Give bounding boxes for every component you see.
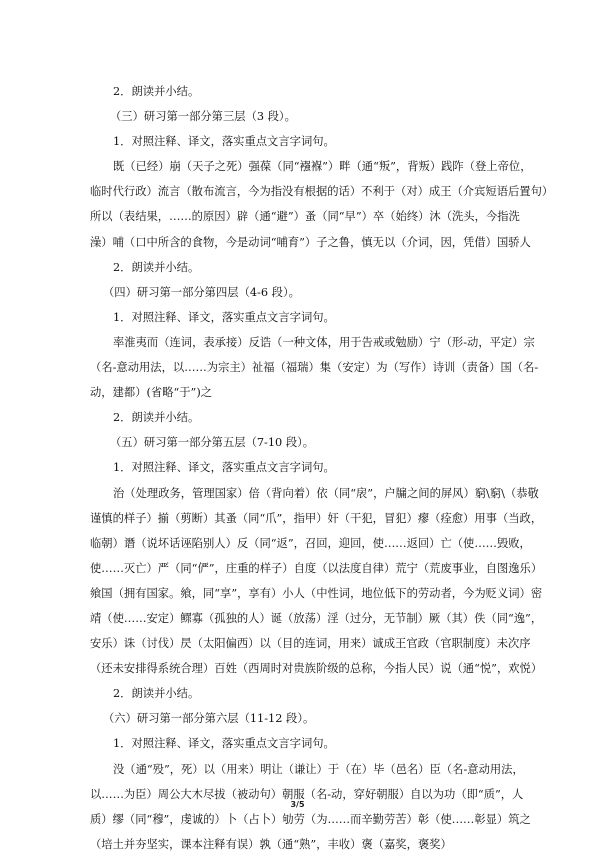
text-line: 所以（表结果，……的原因）辟（通“避”）蚤（同“早”）卒（始终）沐（洗头，今指洗 bbox=[90, 210, 520, 224]
text-line: 临时代行政）流言（散布流言，今为指没有根据的话）不利于（对）成王（介宾短语后置句） bbox=[90, 185, 554, 199]
text-line: 2．朗读并小结。 bbox=[113, 411, 200, 425]
text-line: 动，建都）(省略“于”)之 bbox=[90, 386, 213, 400]
text-line: 质）缪（同“穆”，虔诚的）卜（占卜）劬劳（为……而辛勤劳苦）彰（使……彰显）筑之 bbox=[90, 812, 531, 826]
text-line: 临朝）谮（说坏话诬陷别人）反（同“返”，召回，迎回，使……返回）亡（使……毁败， bbox=[90, 536, 531, 550]
page-number: 3/5 bbox=[290, 800, 305, 809]
text-line: 没（通“殁”，死）以（用来）明让（谦让）于（在）毕（邑名）臣（名-意动用法， bbox=[113, 762, 524, 776]
text-line: 飨国（拥有国家。飨，同“享”，享有）小人（中性词，地位低下的劳动者，今为贬义词）密 bbox=[90, 586, 543, 600]
text-line: 1．对照注释、译文，落实重点文言字词句。 bbox=[113, 461, 335, 475]
text-line: （六）研习第一部分第六层（11-12 段）。 bbox=[103, 712, 315, 726]
text-line: 谨慎的样子）揃（剪断）其蚤（同“爪”，指甲）奸（干犯，冒犯）瘳（痊愈）用事（当政， bbox=[90, 511, 543, 525]
text-line: 使……灭亡）严（同“俨”，庄重的样子）自度（以法度自律）荒宁（荒废事业，自图逸乐） bbox=[90, 561, 543, 575]
text-line: （还未安排得系统合理）百姓（西周时对贵族阶级的总称，今指人民）说（通“悦”，欢悦） bbox=[90, 662, 543, 676]
text-line: 2．朗读并小结。 bbox=[113, 260, 200, 274]
text-line: （名-意动用法，以……为宗主）祉福（福瑞）集（安定）为（写作）诗训（责备）国（名- bbox=[90, 361, 539, 375]
text-line: 治（处理政务，管理国家）倍（背向着）依（同“扆”，户牖之间的屏风）窮\窮\（恭敬 bbox=[113, 486, 539, 500]
text-line: 澡）哺（口中所含的食物，今是动词“哺育”）子之鲁，慎无以（介词，因，凭借）国骄人 bbox=[90, 235, 531, 249]
text-line: （五）研习第一部分第五层（7-10 段）。 bbox=[110, 436, 315, 450]
text-line: （四）研习第一部分第四层（4-6 段）。 bbox=[103, 285, 300, 299]
text-line: （培土并夯坚实，课本注释有误）孰（通“熟”，丰收）褒（嘉奖，褒奖） bbox=[90, 837, 452, 851]
text-line: 率淮夷而（连词，表承接）反诰（一种文体，用于告戒或勉励）宁（形-动，平定）宗 bbox=[113, 335, 535, 349]
text-line: 既（已经）崩（天子之死）强葆（同“襁褓”）畔（通“叛”，背叛）践阼（登上帝位， bbox=[113, 160, 532, 174]
text-line: 1．对照注释、译文，落实重点文言字词句。 bbox=[113, 737, 335, 751]
text-line: 以……为臣）周公大木尽拔（被动句）朝服（名-动，穿好朝服）自以为功（即“质”，人 bbox=[90, 787, 524, 801]
text-line: （三）研习第一部分第三层（3 段）。 bbox=[110, 110, 296, 124]
text-line: 安乐）诛（讨伐）昃（太阳偏西）以（目的连词，用来）诚成王官政（官职制度）未次序 bbox=[90, 637, 531, 651]
document-body bbox=[90, 79, 554, 857]
text-line: 2．朗读并小结。 bbox=[113, 85, 200, 98]
text-line: 1．对照注释、译文，落实重点文言字词句。 bbox=[113, 135, 335, 149]
text-line: 1．对照注释、译文，落实重点文言字词句。 bbox=[113, 310, 335, 324]
text-line: 靖（使……安定）鳏寡（孤独的人）诞（放荡）淫（过分，无节制）厥（其）佚（同“逸”， bbox=[90, 611, 543, 625]
text-line: 2．朗读并小结。 bbox=[113, 687, 200, 701]
